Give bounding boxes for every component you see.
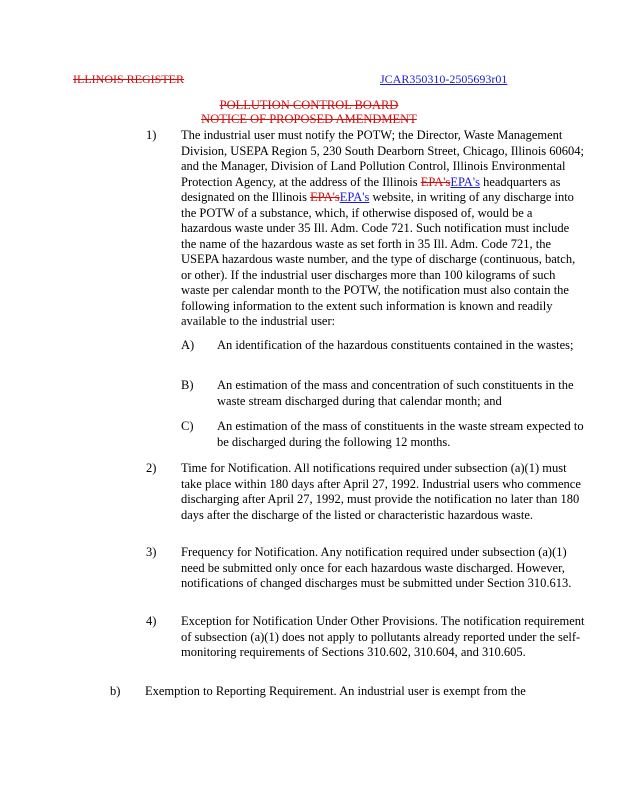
item-number: 4) [146,614,157,628]
item-text: Exception for Notification Under Other Provisions. The notification requirement of subsection (a)(1) does not apply to pollutants already reported under the self-monitoring requirements of Sections 310.602, 310.604, and 310.605. [181,614,585,659]
item-text: Time for Notification. All notifications required under subsection (a)(1) must take place within 180 days after April 27, 1992. Industrial users who commence discharging after April 27, 1992, must provide the notification no later than 180 days after the discharge of the listed or characteristic hazardous waste. [181,461,581,522]
register-header: ILLINOIS REGISTER [73,72,184,86]
item-number: 2) [146,461,157,475]
jcar-reference: JCAR350310-2505693r01 [380,72,508,86]
item-text: An identification of the hazardous constituents contained in the wastes; [217,338,574,352]
inserted-text: EPA's [450,174,480,189]
item-number: C) [181,419,194,433]
inserted-text: EPA's [339,190,370,204]
deleted-text: EPA's [310,190,340,204]
item-text: An estimation of the mass of constituents in the waste stream expected to be discharged during the following 12 months. [217,419,584,449]
notice-heading: NOTICE OF PROPOSED AMENDMENT [201,112,417,126]
item-number: b) [110,684,121,698]
item-text: Exemption to Reporting Requirement. An industrial user is exempt from the [145,684,526,698]
item-text: Frequency for Notification. Any notification required under subsection (a)(1) need be submitted only once for each hazardous waste discharged. However, notifications of changed discharges must be submitted under Section 310.613. [181,545,572,590]
deleted-text: EPA's [420,174,451,189]
item-text: The industrial user must notify the POTW; the Director, Waste Management Division, USEPA Region 5, 230 South Dearborn Street, Chicago, Illinois 60604; and the Manager, Division of Land Pollution Control, Illinois Environmental Protection Agency, at the address of the Illinois EPA'sEPA's headquarters as designated on the Illinois EPA'sEPA's website, in writing of any discharge into the POTW of a substance, which, if otherwise disposed of, would be a hazardous waste under 35 Ill. Adm. Code 721. Such notification must include the name of the hazardous waste as set forth in 35 Ill. Adm. Code 721, the USEPA hazardous waste number, and the type of discharge (continuous, batch, or other). If the industrial user discharges more than 100 kilograms of such waste per calendar month to the POTW, the notification must also contain the following information to the extent such information is known and readily available to the industrial user: [181,128,585,328]
item-number: B) [181,378,194,392]
item-number: A) [181,338,195,352]
notice-title [0,98,618,126]
item-number: 1) [146,128,157,142]
item-number: 3) [146,545,157,559]
board-name: POLLUTION CONTROL BOARD [219,98,399,112]
item-text: An estimation of the mass and concentration of such constituents in the waste stream discharged during that calendar month; and [217,378,574,408]
